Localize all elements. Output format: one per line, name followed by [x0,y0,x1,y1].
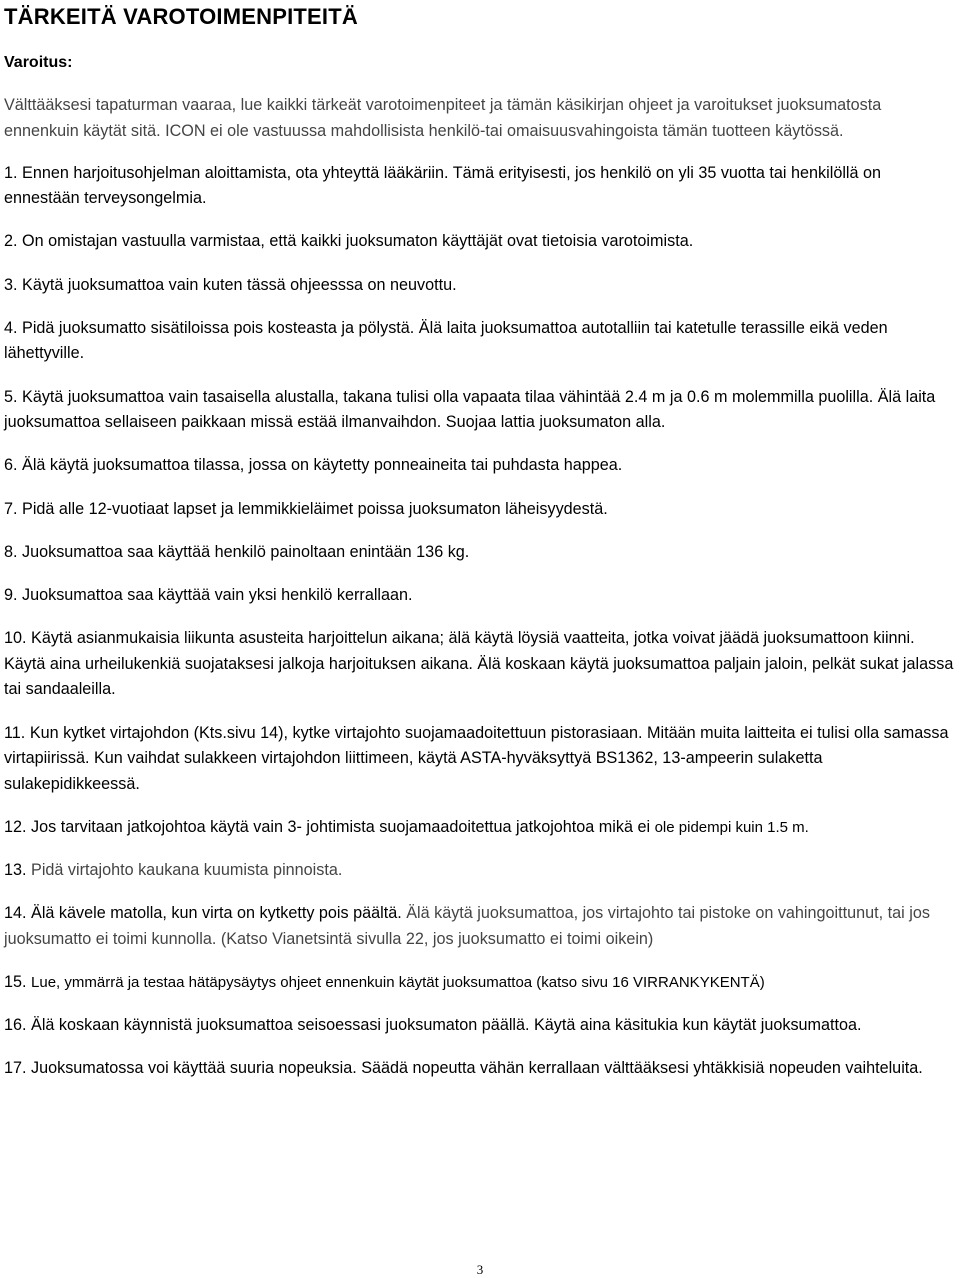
list-item [4,858,960,884]
item-text: Juoksumattoa saa käyttää henkilö painoltaan enintään 136 kg. [22,542,470,561]
item-number: 9. [4,585,18,604]
item-number: 12. [4,818,27,837]
item-number: 14. [4,904,27,923]
item-text-small: Lue, ymmärrä ja testaa hätäpysäytys ohjeet ennenkuin käytät juoksumattoa (katso sivu 16 VIRRANKYKENTÄ) [31,974,765,992]
precautions-list [4,161,960,1083]
list-item [4,229,960,255]
item-text: Älä kävele matolla, kun virta on kytketty pois päältä. [31,904,402,923]
item-text: On omistajan vastuulla varmistaa, että kaikki juoksumaton käyttäjät ovat tietoisia varotoimista. [22,232,694,251]
page-number: 3 [476,1262,484,1277]
item-number: 16. [4,1016,27,1035]
item-text: Käytä juoksumattoa vain kuten tässä ohjeesssa on neuvottu. [22,275,457,294]
list-item [4,721,960,798]
list-item [4,385,960,437]
item-number: 1. [4,163,18,182]
item-number: 2. [4,232,18,251]
intro-paragraph: Välttääksesi tapaturman vaaraa, lue kaikki tärkeät varotoimenpiteet ja tämän käsikirjan ohjeet ja varoitukset juoksumatosta ennenkuin käytät sitä. ICON ei ole vastuussa mahdollisista henkilö-tai omaisuusvahingoista tämän tuotteen käytössä. [4,96,882,140]
item-number: 4. [4,318,18,337]
item-number: 11. [4,723,26,742]
document-page [4,0,960,1100]
item-text: Pidä virtajohto kaukana kuumista pinnoista. [31,861,343,880]
item-text: Kun kytket virtajohdon (Kts.sivu 14), kytke virtajohto suojamaadoitettuun pistorasiaan. Mitään muita laitteita ei tulisi olla samassa virtapiirissä. Kun vaihdat sulakkeen virtajohdon liittimeen, käytä ASTA-hyväksyttyä BS1362, 13-ampeerin sulaketta sulakepidikkeessä. [4,723,949,794]
item-text: Käytä asianmukaisia liikunta asusteita harjoittelun aikana; älä käytä löysiä vaatteita, jotka voivat jäädä juoksumattoon kiinni. Käytä aina urheilukenkiä suojataksesi jalkoja harjoituksen aikana. Älä koskaan käytä juoksumattoa paljain jaloin, pelkät sukat jalassa tai sandaaleilla. [4,628,954,699]
list-item [4,497,960,523]
item-number: 6. [4,456,18,475]
item-number: 15. [4,973,27,992]
item-text: Jos tarvitaan jatkojohtoa käytä vain 3- johtimista suojamaadoitettua jatkojohtoa mikä ei [31,818,651,837]
item-number: 17. [4,1059,27,1078]
item-text: Käytä juoksumattoa vain tasaisella alustalla, takana tulisi olla vapaata tilaa vähintää 2.4 m ja 0.6 m molemmilla puolilla. Älä laita juoksumattoa sellaiseen paikkaan missä estää ilmanvaihdon. Suojaa lattia juoksumaton alla. [4,387,936,432]
page-title: TÄRKEITÄ VAROTOIMENPITEITÄ [4,4,358,29]
item-text: Pidä juoksumatto sisätiloissa pois kosteasta ja pölystä. Älä laita juoksumattoa autotalliin tai katetulle terassille eikä veden lähettyville. [4,318,888,363]
list-item [4,583,960,609]
list-item [4,316,960,368]
list-item [4,1056,960,1082]
item-number: 5. [4,387,18,406]
item-number: 10. [4,628,27,647]
list-item [4,815,960,841]
list-item [4,273,960,299]
list-item [4,1013,960,1039]
list-item [4,453,960,479]
item-text: Pidä alle 12-vuotiaat lapset ja lemmikkieläimet poissa juoksumaton läheisyydestä. [22,499,608,518]
list-item [4,161,960,213]
list-item [4,970,960,996]
item-text: Juoksumatossa voi käyttää suuria nopeuksia. Säädä nopeutta vähän kerrallaan välttääksesi yhtäkkisiä nopeuden vaihteluita. [31,1059,923,1078]
list-item [4,540,960,566]
list-item [4,626,960,703]
item-number: 8. [4,542,18,561]
list-item [4,901,960,953]
item-text: Älä koskaan käynnistä juoksumattoa seisoessasi juoksumaton päällä. Käytä aina käsitukia kun käytät juoksumattoa. [31,1016,862,1035]
item-text-small: ole pidempi kuin 1.5 m. [654,819,809,837]
item-text: Juoksumattoa saa käyttää vain yksi henkilö kerrallaan. [22,585,413,604]
item-text: Älä käytä juoksumattoa tilassa, jossa on käytetty ponneaineita tai puhdasta happea. [22,456,623,475]
item-text-continued: Älä käytä juoksumattoa, jos virtajohto tai pistoke on vahingoittunut, tai jos juoksumatto ei toimi kunnolla. (Katso Vianetsintä sivulla 22, jos juoksumatto ei toimi oikein) [4,904,930,949]
item-number: 13. [4,861,27,880]
item-text: Ennen harjoitusohjelman aloittamista, ota yhteyttä lääkäriin. Tämä erityisesti, jos henkilö on yli 35 vuotta tai henkilöllä on ennestään terveysongelmia. [4,163,882,208]
item-number: 3. [4,275,18,294]
item-number: 7. [4,499,18,518]
warning-heading: Varoitus: [4,54,73,71]
